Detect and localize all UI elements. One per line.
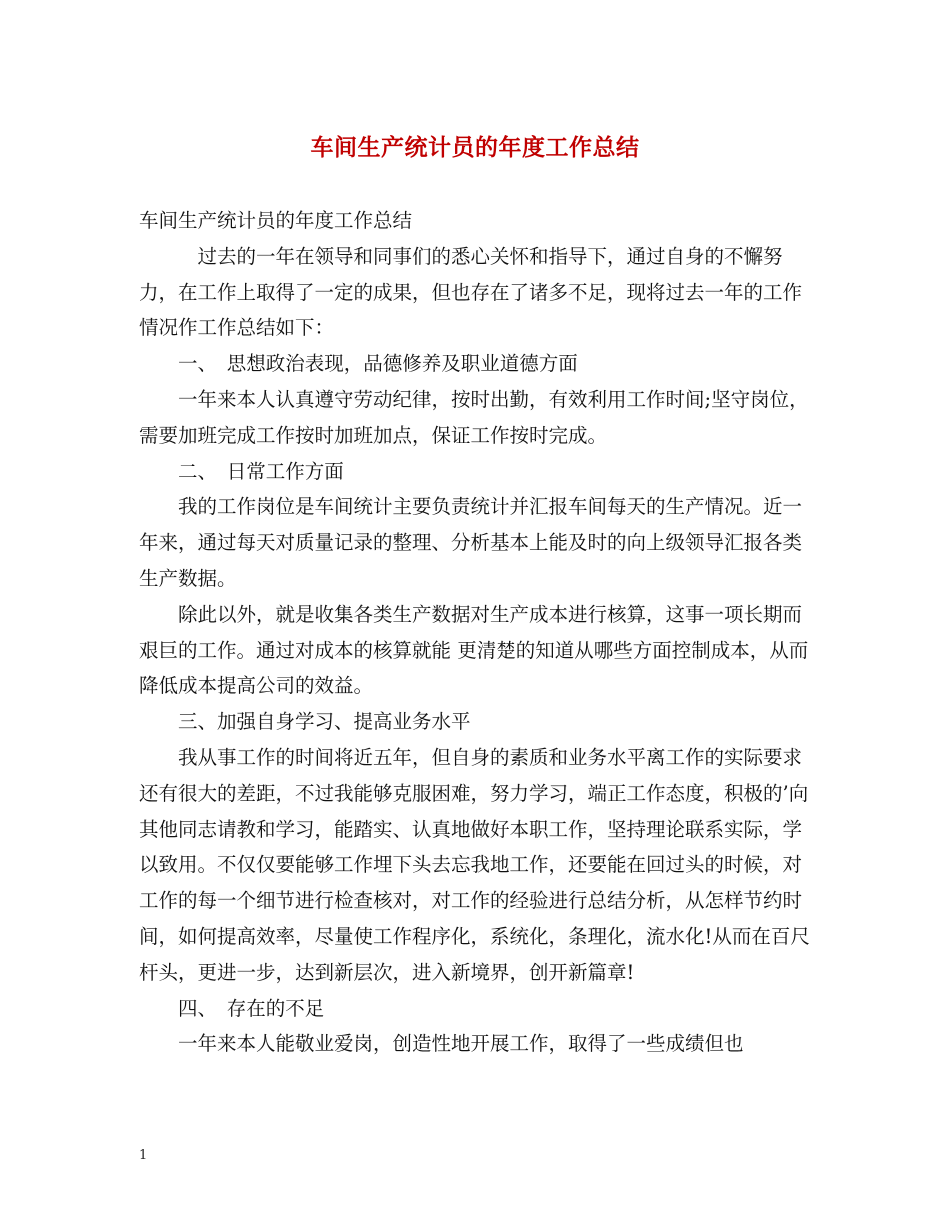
intro-paragraph: 过去的一年在领导和同事们的悉心关怀和指导下，通过自身的不懈努力，在工作上取得了一定的成果，但也存在了诸多不足，现将过去一年的工作情况作工作总结如下：: [139, 244, 803, 340]
section-1-heading: 一、 思想政治表现，品德修养及职业道德方面: [139, 352, 578, 376]
section-2-heading: 二、 日常工作方面: [139, 459, 344, 483]
page-number: 1: [139, 1148, 148, 1163]
section-2-paragraph-1: 我的工作岗位是车间统计主要负责统计并汇报车间每天的生产情况。近一年来，通过每天对质量记录的整理、分析基本上能及时的向上级领导汇报各类生产数据。: [139, 495, 803, 590]
section-3-heading: 三、加强自身学习、提高业务水平: [139, 710, 471, 734]
section-4-heading: 四、 存在的不足: [139, 996, 325, 1020]
document-title: 车间生产统计员的年度工作总结: [310, 134, 640, 161]
section-1-paragraph: 一年来本人认真遵守劳动纪律，按时出勤，有效利用工作时间;坚守岗位，需要加班完成工作按时加班加点，保证工作按时完成。: [139, 387, 809, 447]
document-body: [139, 203, 815, 1062]
section-2-paragraph-2: 除此以外，就是收集各类生产数据对生产成本进行核算，这事一项长期而艰巨的工作。通过对成本的核算就能 更清楚的知道从哪些方面控制成本，从而降低成本提高公司的效益。: [139, 602, 809, 698]
section-3-paragraph: 我从事工作的时间将近五年，但自身的素质和业务水平离工作的实际要求还有很大的差距，不过我能够克服困难，努力学习，端正工作态度，积极的’向其他同志请教和学习，能踏实、认真地做好本职工作，坚持理论联系实际，学以致用。不仅仅要能够工作埋下头去忘我地工作，还要能在回过头的时候，对工作的每一个细节进行检查核对，对工作的经验进行总结分析，从怎样节约时间，如何提高效率，尽量使工作程序化，系统化，条理化，流水化!从而在百尺杆头，更进一步，达到新层次，进入新境界，创开新篇章!: [139, 745, 810, 984]
document-subtitle: 车间生产统计员的年度工作总结: [139, 209, 413, 232]
section-4-paragraph: 一年来本人能敬业爱岗，创造性地开展工作，取得了一些成绩但也: [139, 1032, 744, 1056]
